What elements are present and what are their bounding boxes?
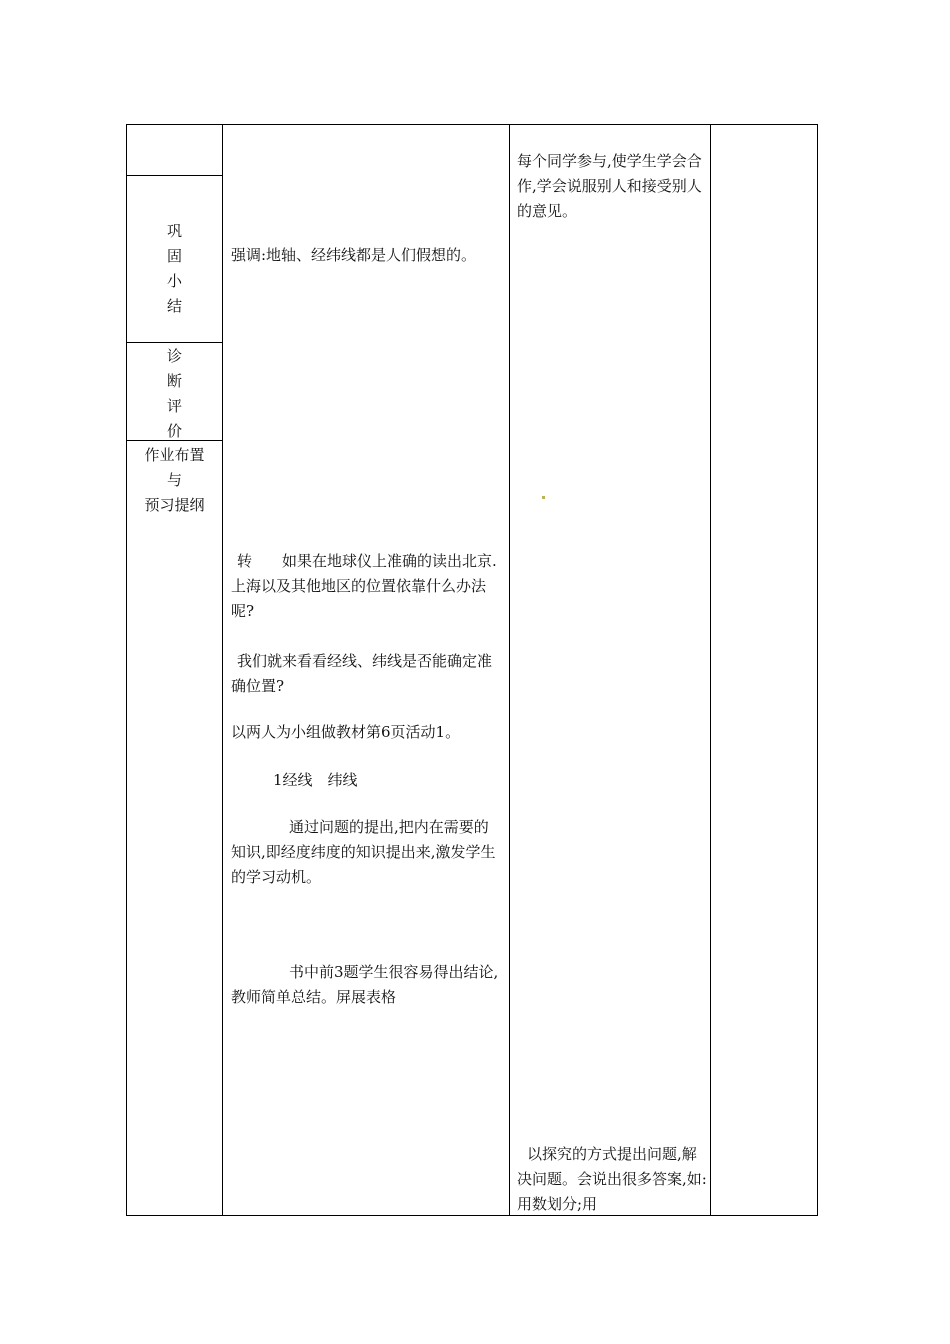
emphasis-text: 强调:地轴、经纬线都是人们假想的。	[231, 246, 477, 264]
activity-instruction-text: 以两人为小组做教材第6页活动1。	[231, 723, 461, 741]
row-divider-1	[127, 175, 222, 176]
lesson-plan-table	[126, 124, 818, 1216]
latitude-question-text: 我们就来看看经线、纬线是否能确定准确位置?	[231, 652, 493, 695]
homework-preview-label: 作业布置 与 预习提纲	[144, 446, 205, 514]
stray-dot-mark	[542, 496, 545, 499]
participation-text: 每个同学参与,使学生学会合作,学会说服别人和接受别人的意见。	[517, 152, 702, 220]
column-divider-1	[222, 125, 223, 1215]
section-heading: 1经线 纬线	[273, 771, 358, 789]
diagnosis-evaluation-label: 诊 断 评 价	[166, 347, 182, 440]
column-divider-3	[710, 125, 711, 1215]
purpose-text: 通过问题的提出,把内在需要的知识,即经度纬度的知识提出来,激发学生的学习动机。	[231, 818, 496, 886]
inquiry-text: 以探究的方式提出问题,解决问题。会说出很多答案,如:用数划分;用	[517, 1145, 707, 1213]
column-divider-2	[509, 125, 510, 1215]
summary-text: 书中前3题学生很容易得出结论,教师简单总结。屏展表格	[231, 963, 499, 1006]
review-summary-label: 巩 固 小 结	[166, 222, 182, 315]
transition-question-text: 转 如果在地球仪上准确的读出北京.上海以及其他地区的位置依靠什么办法呢?	[231, 552, 497, 620]
row-divider-2	[127, 342, 222, 343]
